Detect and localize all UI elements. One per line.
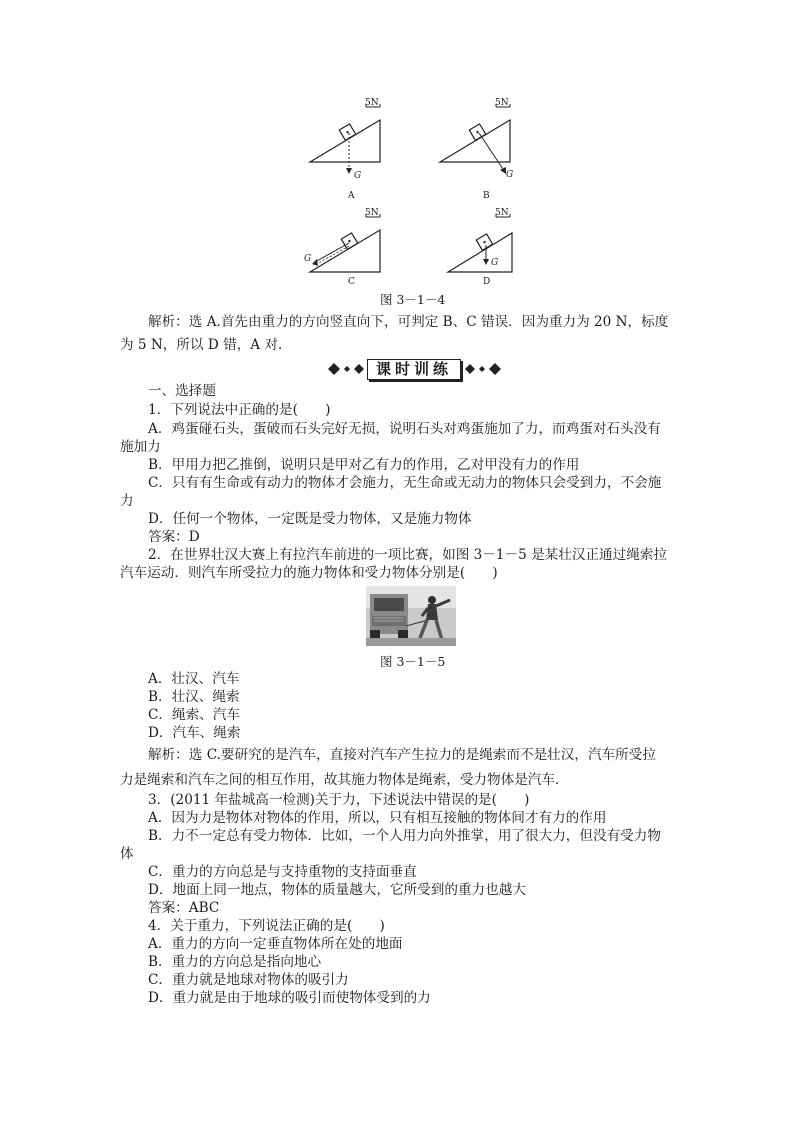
panel-c-diagram	[310, 214, 380, 272]
q2-option-c: C．绳索、汽车	[148, 707, 240, 723]
section-banner	[328, 357, 498, 381]
force-label-c: G	[304, 254, 312, 264]
q2-analysis-line-2: 力是绳索和汽车之间的相互作用，故其施力物体是绳索，受力物体是汽车．	[120, 772, 569, 788]
analysis-line-1: 解析：选 A.首先由重力的方向竖直向下，可判定 B、C 错误．因为重力为 20 N，标度	[148, 314, 669, 330]
q1-answer: 答案：D	[148, 529, 200, 545]
q4-option-b: B．重力的方向总是指向地心	[148, 954, 322, 970]
force-label-a: G	[354, 171, 362, 181]
force-label-d: G	[491, 258, 499, 268]
q3-option-b-line-2: 体	[120, 846, 134, 862]
panel-label-d: D	[483, 277, 491, 287]
scale-label-b: 5N	[495, 98, 509, 108]
q1-option-b: B．甲用力把乙推倒，说明只是甲对乙有力的作用，乙对甲没有力的作用	[148, 457, 580, 473]
panel-label-b: B	[483, 191, 490, 201]
q2-analysis-line-1: 解析：选 C.要研究的是汽车，直接对汽车产生拉力的是绳索而不是壮汉，汽车所受拉	[148, 747, 656, 763]
q4-stem: 4．关于重力，下列说法正确的是( )	[148, 918, 385, 934]
panel-b-diagram	[440, 104, 510, 174]
q2-stem-line-2: 汽车运动．则汽车所受拉力的施力物体和受力物体分别是( )	[120, 565, 498, 581]
q4-option-d: D．重力就是由于地球的吸引而使物体受到的力	[148, 990, 431, 1006]
panel-label-c: C	[348, 277, 355, 287]
banner-title: 课时训练	[375, 360, 452, 378]
q4-option-a: A．重力的方向一定垂直物体所在处的地面	[148, 936, 403, 952]
q3-option-c: C．重力的方向总是与支持重物的支持面垂直	[148, 864, 417, 880]
q3-answer: 答案：ABC	[148, 900, 220, 916]
force-label-b: G	[506, 170, 514, 180]
banner-left-ornament-icon	[328, 362, 366, 376]
strongman-truck-photo	[366, 586, 456, 646]
q3-option-b-line-1: B．力不一定总有受力物体．比如，一个人用力向外推掌，用了很大力，但没有受力物	[148, 828, 661, 844]
figure-caption-3-1-4: 图 3－1－4	[380, 292, 446, 307]
q1-stem: 1．下列说法中正确的是( )	[148, 402, 331, 418]
panel-d-diagram	[448, 214, 512, 272]
q2-stem-line-1: 2．在世界壮汉大赛上有拉汽车前进的一项比赛，如图 3－1－5 是某壮汉正通过绳索拉	[148, 547, 668, 563]
q3-option-a: A．因为力是物体对物体的作用，所以，只有相互接触的物体间才有力的作用	[148, 810, 607, 826]
panel-label-a: A	[348, 191, 355, 201]
scale-label-d: 5N	[495, 208, 509, 218]
q1-option-c-line-1: C．只有有生命或有动力的物体才会施力，无生命或无动力的物体只会受到力，不会施	[148, 475, 662, 491]
q3-stem: 3．(2011 年盐城高一检测)关于力，下述说法中错误的是( )	[148, 792, 530, 808]
q4-option-c: C．重力就是地球对物体的吸引力	[148, 972, 349, 988]
q2-option-d: D．汽车、绳索	[148, 725, 241, 741]
q1-option-d: D．任何一个物体，一定既是受力物体，又是施力物体	[148, 511, 472, 527]
q2-option-a: A．壮汉、汽车	[148, 671, 240, 687]
q2-option-b: B．壮汉、绳索	[148, 689, 240, 705]
scale-label-c: 5N	[365, 208, 379, 218]
panel-a-diagram	[310, 104, 380, 174]
figure-caption-3-1-5: 图 3－1－5	[380, 654, 446, 669]
banner-right-ornament-icon	[463, 362, 501, 376]
q1-option-c-line-2: 力	[120, 493, 134, 509]
banner-box	[367, 359, 461, 380]
q1-option-a-line-1: A．鸡蛋碰石头，蛋破而石头完好无损，说明石头对鸡蛋施加了力，而鸡蛋对石头没有	[148, 421, 661, 437]
q3-option-d: D．地面上同一地点，物体的质量越大，它所受到的重力也越大	[148, 882, 526, 898]
scale-label-a: 5N	[365, 98, 379, 108]
analysis-line-2: 为 5 N，所以 D 错，A 对．	[120, 337, 292, 353]
section-heading: 一、选择题	[148, 383, 216, 399]
q1-option-a-line-2: 施加力	[120, 439, 161, 455]
